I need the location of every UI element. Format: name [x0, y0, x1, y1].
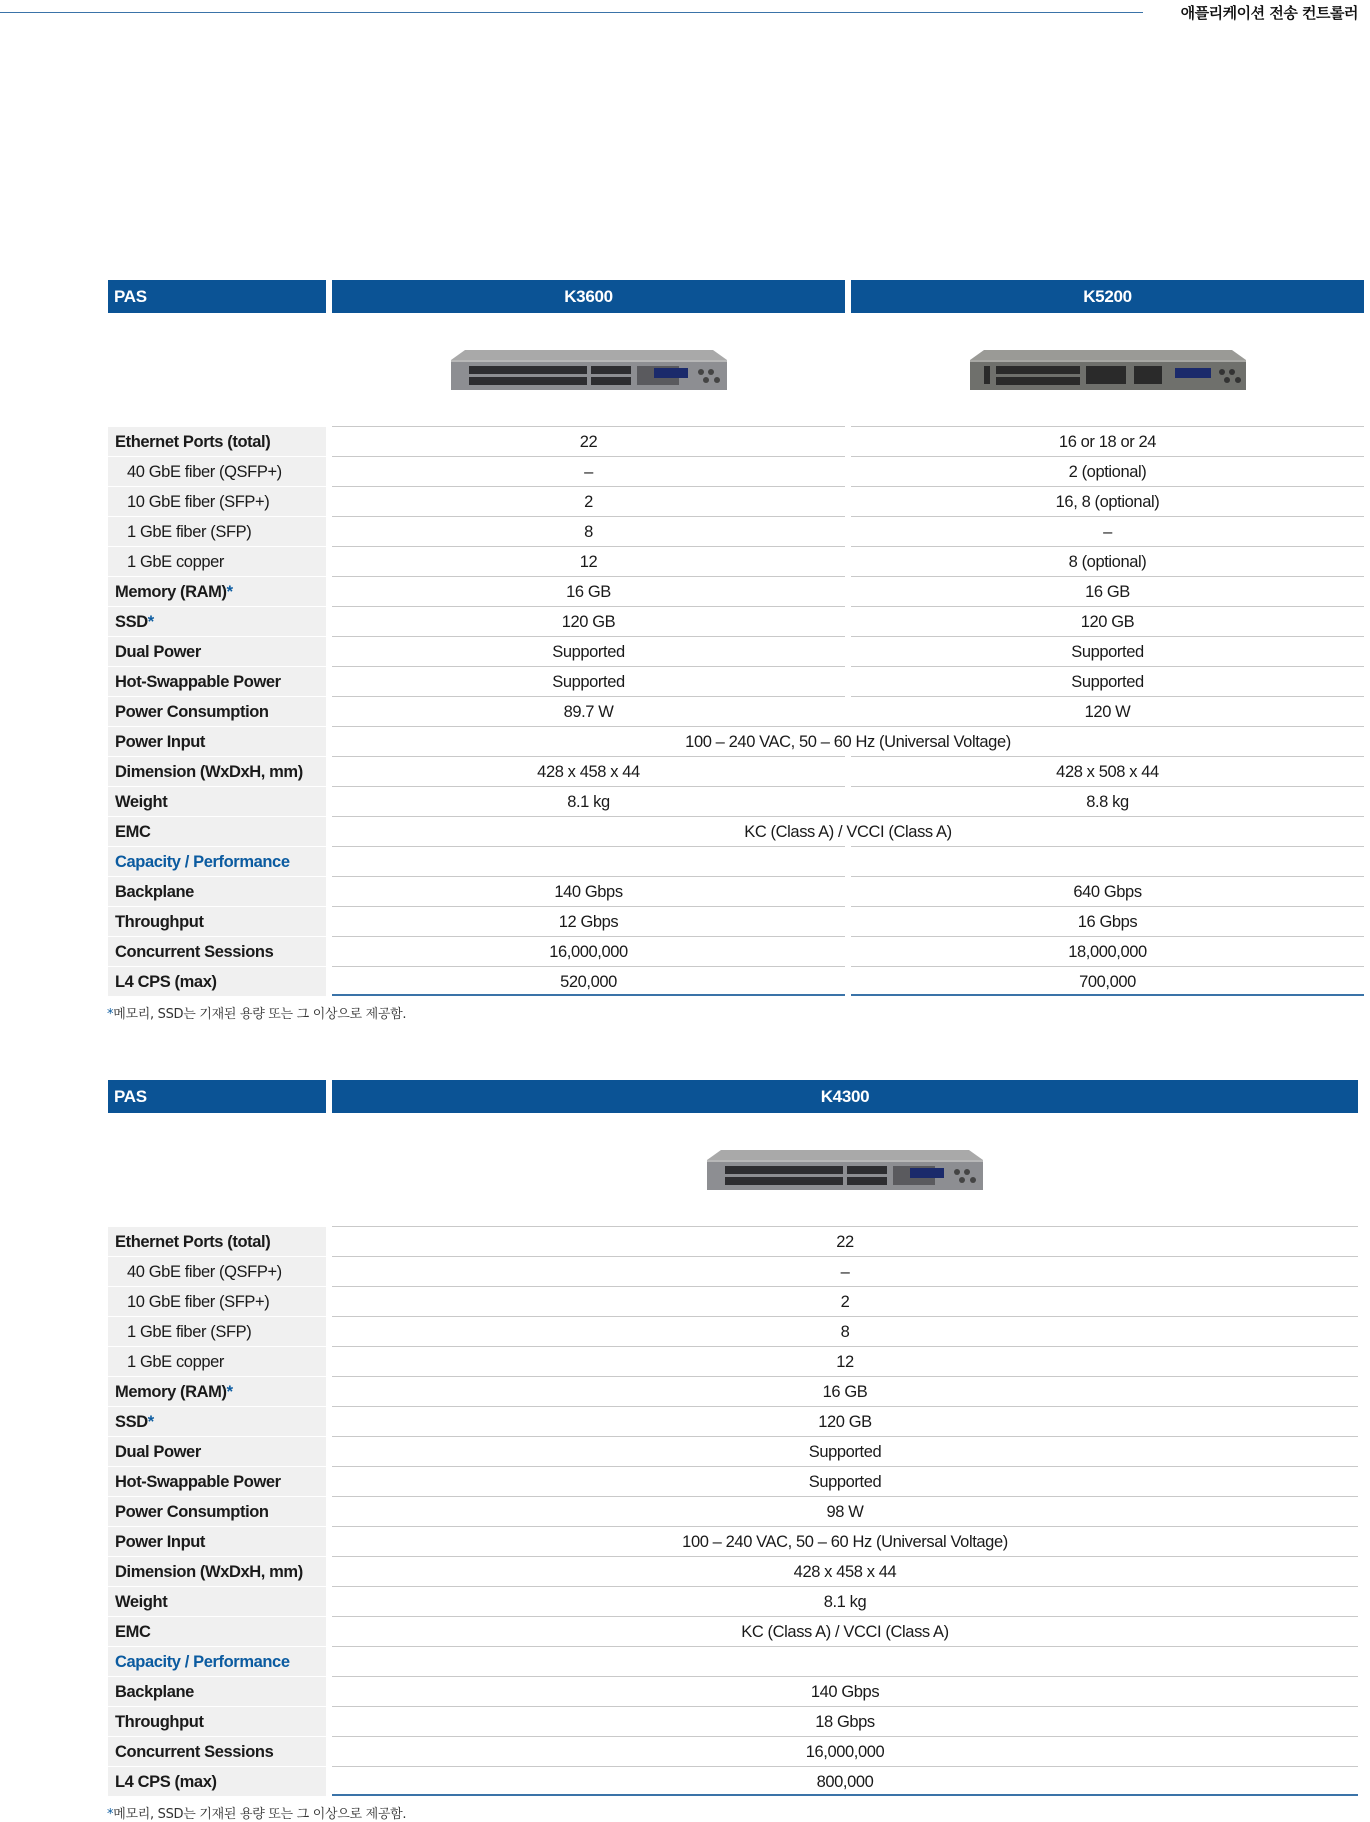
row-value-k3600: Supported — [332, 666, 845, 696]
table-header — [108, 1080, 1358, 1113]
table-header — [108, 280, 1358, 313]
row-label: Dual Power — [108, 1436, 326, 1466]
row-label: EMC — [108, 816, 326, 846]
row-label: SSD* — [108, 606, 326, 636]
table-row — [108, 456, 1358, 486]
row-value: 8.1 kg — [332, 1586, 1358, 1616]
row-label: 1 GbE copper — [108, 1346, 326, 1376]
table-row — [108, 576, 1358, 606]
table-row — [108, 966, 1358, 996]
row-value: 428 x 458 x 44 — [332, 1556, 1358, 1586]
row-value: 18 Gbps — [332, 1706, 1358, 1736]
table-row — [108, 546, 1358, 576]
row-value-k3600 — [332, 846, 845, 876]
row-value-k3600: 12 — [332, 546, 845, 576]
table-row — [108, 666, 1358, 696]
row-value: 140 Gbps — [332, 1676, 1358, 1706]
row-label: 1 GbE fiber (SFP) — [108, 516, 326, 546]
row-value: Supported — [332, 1436, 1358, 1466]
label-header: PAS — [108, 1080, 326, 1113]
row-value-k5200: 18,000,000 — [851, 936, 1364, 966]
row-value-k3600: 428 x 458 x 44 — [332, 756, 845, 786]
table-row — [108, 1256, 1358, 1286]
row-value-k3600: 22 — [332, 426, 845, 456]
row-label: Hot-Swappable Power — [108, 666, 326, 696]
table-row — [108, 1346, 1358, 1376]
row-label: 1 GbE fiber (SFP) — [108, 1316, 326, 1346]
row-value — [332, 1646, 1358, 1676]
table-row — [108, 1556, 1358, 1586]
row-label: L4 CPS (max) — [108, 1766, 326, 1796]
row-value-k3600: 520,000 — [332, 966, 845, 996]
row-label: L4 CPS (max) — [108, 966, 326, 996]
row-value-k5200: 120 W — [851, 696, 1364, 726]
header-rule — [0, 12, 1143, 13]
row-value: 800,000 — [332, 1766, 1358, 1796]
table-row — [108, 1586, 1358, 1616]
spec-table-k4300 — [108, 1080, 1358, 1822]
row-label: SSD* — [108, 1406, 326, 1436]
row-label: Power Input — [108, 726, 326, 756]
k5200-device-image — [851, 350, 1364, 390]
row-value-k5200: 16 GB — [851, 576, 1364, 606]
row-value-k5200: 428 x 508 x 44 — [851, 756, 1364, 786]
row-value-k5200: 16 or 18 or 24 — [851, 426, 1364, 456]
row-value-k5200: 16 Gbps — [851, 906, 1364, 936]
row-value: 2 — [332, 1286, 1358, 1316]
row-value-k5200: – — [851, 516, 1364, 546]
row-label: Backplane — [108, 876, 326, 906]
table-row — [108, 1526, 1358, 1556]
row-value-k3600: Supported — [332, 636, 845, 666]
label-header: PAS — [108, 280, 326, 313]
row-value-k5200: 8.8 kg — [851, 786, 1364, 816]
row-value-merged: KC (Class A) / VCCI (Class A) — [332, 816, 1364, 846]
table-row — [108, 516, 1358, 546]
row-value-k3600: 8.1 kg — [332, 786, 845, 816]
row-label: 40 GbE fiber (QSFP+) — [108, 1256, 326, 1286]
row-value: 22 — [332, 1226, 1358, 1256]
table-row — [108, 936, 1358, 966]
row-label: Capacity / Performance — [108, 846, 326, 876]
table-row — [108, 696, 1358, 726]
row-value-k3600: 8 — [332, 516, 845, 546]
table-row — [108, 636, 1358, 666]
model-header-k5200: K5200 — [851, 280, 1364, 313]
table-row — [108, 846, 1358, 876]
table-row — [108, 1706, 1358, 1736]
table-row — [108, 606, 1358, 636]
row-label: Ethernet Ports (total) — [108, 1226, 326, 1256]
row-label: Power Input — [108, 1526, 326, 1556]
row-value-k5200: 8 (optional) — [851, 546, 1364, 576]
row-label: EMC — [108, 1616, 326, 1646]
table-row — [108, 1226, 1358, 1256]
row-label: Concurrent Sessions — [108, 936, 326, 966]
table-row — [108, 1286, 1358, 1316]
row-label: 1 GbE copper — [108, 546, 326, 576]
table-row — [108, 486, 1358, 516]
row-value-k3600: – — [332, 456, 845, 486]
row-value-k5200: 700,000 — [851, 966, 1364, 996]
k4300-device-image — [332, 1150, 1358, 1190]
table-row — [108, 756, 1358, 786]
product-images — [108, 313, 1358, 426]
model-header-k4300: K4300 — [332, 1080, 1358, 1113]
row-value-k3600: 16,000,000 — [332, 936, 845, 966]
footnote: *메모리, SSD는 기재된 용량 또는 그 이상으로 제공함. — [107, 1807, 407, 1822]
table-row — [108, 1766, 1358, 1796]
row-label: Memory (RAM)* — [108, 576, 326, 606]
row-label: Hot-Swappable Power — [108, 1466, 326, 1496]
table-row — [108, 1376, 1358, 1406]
spec-table-k3600-k5200 — [108, 280, 1358, 1022]
row-value-k5200: Supported — [851, 666, 1364, 696]
row-value-k5200: 640 Gbps — [851, 876, 1364, 906]
row-label: Throughput — [108, 906, 326, 936]
row-label: 10 GbE fiber (SFP+) — [108, 486, 326, 516]
row-label: Power Consumption — [108, 1496, 326, 1526]
row-label: Dimension (WxDxH, mm) — [108, 1556, 326, 1586]
table-row — [108, 1736, 1358, 1766]
model-header-k3600: K3600 — [332, 280, 845, 313]
row-label: 40 GbE fiber (QSFP+) — [108, 456, 326, 486]
row-label: Dual Power — [108, 636, 326, 666]
table-row — [108, 726, 1358, 756]
row-value-k5200 — [851, 846, 1364, 876]
row-label: Weight — [108, 1586, 326, 1616]
row-value-k3600: 89.7 W — [332, 696, 845, 726]
table-row — [108, 786, 1358, 816]
table-row — [108, 1316, 1358, 1346]
row-value: Supported — [332, 1466, 1358, 1496]
row-value-k5200: Supported — [851, 636, 1364, 666]
row-label: Dimension (WxDxH, mm) — [108, 756, 326, 786]
row-label: Concurrent Sessions — [108, 1736, 326, 1766]
product-images — [108, 1113, 1358, 1226]
page-title: 애플리케이션 전송 컨트롤러 — [1180, 4, 1358, 22]
row-value: 16 GB — [332, 1376, 1358, 1406]
row-label: Weight — [108, 786, 326, 816]
table-row — [108, 876, 1358, 906]
row-value: 16,000,000 — [332, 1736, 1358, 1766]
row-value: 98 W — [332, 1496, 1358, 1526]
row-value-merged: 100 – 240 VAC, 50 – 60 Hz (Universal Voltage) — [332, 726, 1364, 756]
footnote: *메모리, SSD는 기재된 용량 또는 그 이상으로 제공함. — [107, 1007, 407, 1022]
row-label: Throughput — [108, 1706, 326, 1736]
table-row — [108, 816, 1358, 846]
table-row — [108, 1496, 1358, 1526]
table-row — [108, 426, 1358, 456]
row-value-k5200: 16, 8 (optional) — [851, 486, 1364, 516]
table-row — [108, 906, 1358, 936]
row-label: Power Consumption — [108, 696, 326, 726]
table-row — [108, 1406, 1358, 1436]
row-value-k3600: 120 GB — [332, 606, 845, 636]
table-row — [108, 1676, 1358, 1706]
row-label: Backplane — [108, 1676, 326, 1706]
row-label: Memory (RAM)* — [108, 1376, 326, 1406]
row-label: 10 GbE fiber (SFP+) — [108, 1286, 326, 1316]
table-row — [108, 1436, 1358, 1466]
row-value: 120 GB — [332, 1406, 1358, 1436]
row-value-k5200: 2 (optional) — [851, 456, 1364, 486]
table-row — [108, 1466, 1358, 1496]
row-label: Capacity / Performance — [108, 1646, 326, 1676]
table-row — [108, 1646, 1358, 1676]
row-value: 8 — [332, 1316, 1358, 1346]
row-value-k3600: 140 Gbps — [332, 876, 845, 906]
row-value-k3600: 16 GB — [332, 576, 845, 606]
table-row — [108, 1616, 1358, 1646]
row-value: – — [332, 1256, 1358, 1286]
row-value-k3600: 2 — [332, 486, 845, 516]
row-value-k5200: 120 GB — [851, 606, 1364, 636]
row-value: KC (Class A) / VCCI (Class A) — [332, 1616, 1358, 1646]
row-label: Ethernet Ports (total) — [108, 426, 326, 456]
row-value: 100 – 240 VAC, 50 – 60 Hz (Universal Voltage) — [332, 1526, 1358, 1556]
row-value: 12 — [332, 1346, 1358, 1376]
row-value-k3600: 12 Gbps — [332, 906, 845, 936]
k3600-device-image — [332, 350, 845, 390]
